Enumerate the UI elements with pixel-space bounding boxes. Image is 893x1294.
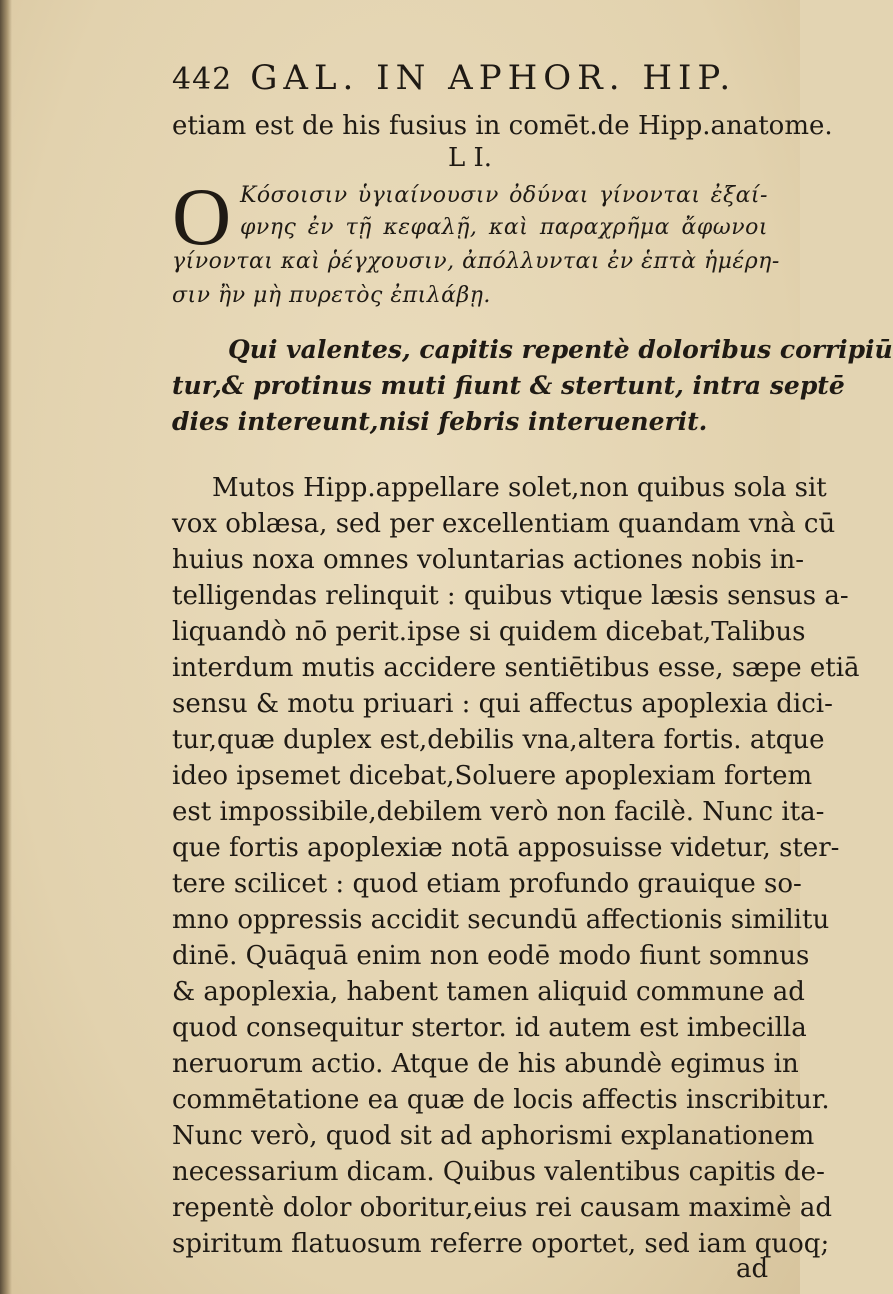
greek-line: φνης ἐν τῇ κεφαλῇ, καὶ παραχρῆμα ἄφωνοι [240, 215, 768, 240]
commentary-line: quod consequitur stertor. id autem est imbecilla [172, 1013, 807, 1043]
greek-line: σιν ἢν μὴ πυρετὸς ἐπιλάβῃ. [172, 283, 491, 308]
commentary-line: necessarium dicam. Quibus valentibus capitis de- [172, 1157, 825, 1187]
intro-line: etiam est de his fusius in comēt.de Hipp.anatome. [172, 111, 833, 141]
commentary-line: sensu & motu priuari : qui affectus apoplexia dici- [172, 689, 833, 719]
commentary-line: & apoplexia, habent tamen aliquid commune ad [172, 977, 805, 1007]
aphorism-line: Qui valentes, capitis repentè doloribus corripiū [228, 335, 893, 364]
commentary-line: ideo ipsemet dicebat,Soluere apoplexiam fortem [172, 761, 813, 791]
commentary-line: spiritum flatuosum referre oportet, sed iam quoq; [172, 1229, 830, 1259]
catchword: ad [736, 1254, 769, 1284]
commentary-line: interdum mutis accidere sentiētibus esse, sæpe etiā [172, 653, 860, 683]
running-header [172, 58, 772, 98]
commentary-line: Mutos Hipp.appellare solet,non quibus sola sit [212, 473, 827, 503]
commentary-line: tur,quæ duplex est,debilis vna,altera fortis. atque [172, 725, 825, 755]
aphorism-line: tur,& protinus muti fiunt & stertunt, intra septē [172, 371, 845, 400]
commentary-line: liquandò nō perit.ipse si quidem dicebat,Talibus [172, 617, 806, 647]
commentary-line: neruorum actio. Atque de his abundè egimus in [172, 1049, 799, 1079]
drop-cap: O [172, 171, 232, 262]
commentary-line: vox oblæsa, sed per excellentiam quandam vnà cū [172, 509, 836, 539]
running-title: GAL. IN APHOR. HIP. [250, 58, 737, 98]
page-gutter [0, 0, 12, 1294]
page-number: 442 [172, 62, 233, 97]
commentary-line: mno oppressis accidit secundū affectionis similitu [172, 905, 830, 935]
aphorism-line: dies intereunt,nisi febris interuenerit. [172, 407, 708, 436]
commentary-line: est impossibile,debilem verò non facilè. Nunc ita- [172, 797, 825, 827]
commentary-line: commētatione ea quæ de locis affectis inscribitur. [172, 1085, 830, 1115]
commentary-line: telligendas relinquit : quibus vtique læsis sensus a- [172, 581, 849, 611]
commentary-line: repentè dolor oboritur,eius rei causam maximè ad [172, 1193, 832, 1223]
commentary-line: dinē. Quāquā enim non eodē modo fiunt somnus [172, 941, 810, 971]
section-number: L I. [447, 143, 493, 173]
commentary-line: tere scilicet : quod etiam profundo grauique so- [172, 869, 802, 899]
commentary-line: Nunc verò, quod sit ad aphorismi explanationem [172, 1121, 815, 1151]
commentary-line: huius noxa omnes voluntarias actiones nobis in- [172, 545, 805, 575]
greek-line: Κόσοισιν ὑγιαίνουσιν ὀδύναι γίνονται ἐξαί- [240, 183, 768, 208]
commentary-line: que fortis apoplexiæ notā apposuisse videtur, ster- [172, 833, 840, 863]
greek-line: γίνονται καὶ ῥέγχουσιν, ἀπόλλυνται ἐν ἑπτὰ ἡμέρη- [172, 249, 780, 274]
